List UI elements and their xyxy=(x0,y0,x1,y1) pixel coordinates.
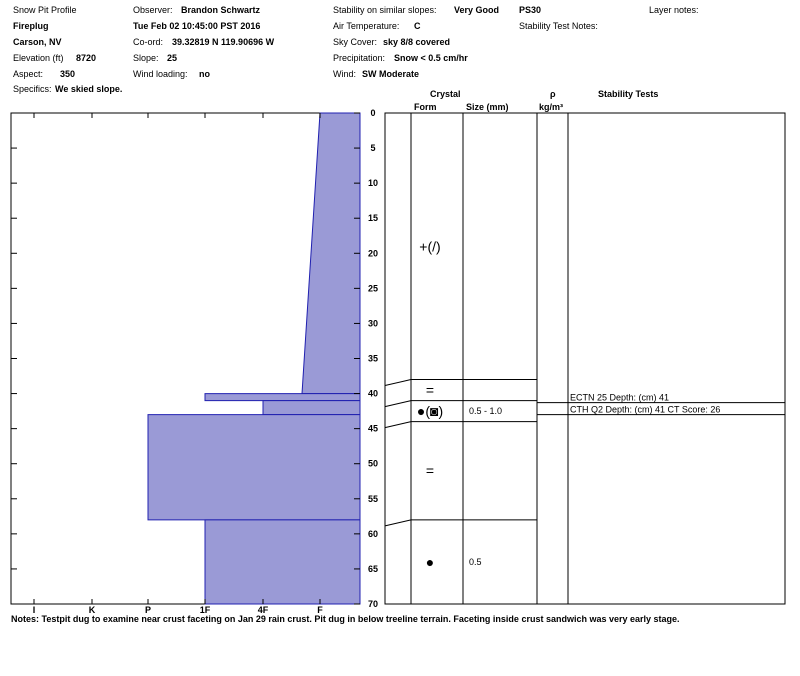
depth-tick-label: 15 xyxy=(367,213,379,224)
stability-tests-header: Stability Tests xyxy=(598,89,659,99)
slope-label: Slope: xyxy=(133,53,159,63)
layer-grain-form: +(/) xyxy=(419,238,441,255)
hardness-layer-1 xyxy=(205,394,360,401)
layer-boundary-connector xyxy=(385,520,411,526)
coord-label: Co-ord: xyxy=(133,37,164,47)
specifics-value: We skied slope. xyxy=(55,84,123,94)
layer-grain-form: ●(◙) xyxy=(416,403,444,420)
layer-grain-form: = xyxy=(425,462,435,479)
depth-tick-label: 35 xyxy=(367,353,379,364)
layer-boundary-connector xyxy=(385,380,411,386)
slope-value: 25 xyxy=(167,53,178,63)
title-label: Snow Pit Profile xyxy=(13,5,77,15)
hardness-layer-0 xyxy=(302,113,360,394)
layer-grain-form: = xyxy=(425,382,435,399)
pit-id: PS30 xyxy=(519,5,542,15)
depth-tick-label: 30 xyxy=(367,318,379,329)
size-header: Size (mm) xyxy=(466,102,509,112)
location-range: Carson, NV xyxy=(13,37,62,47)
hardness-layer-4 xyxy=(205,520,360,604)
date-value: Tue Feb 02 10:45:00 PST 2016 xyxy=(133,21,261,31)
wind-label: Wind: xyxy=(333,69,357,79)
sky-cover-label: Sky Cover: xyxy=(333,37,378,47)
layer-notes-label: Layer notes: xyxy=(649,5,699,15)
precip-label: Precipitation: xyxy=(333,53,386,63)
observer-value: Brandon Schwartz xyxy=(181,5,261,15)
depth-tick-label: 5 xyxy=(370,143,376,154)
specifics-label: Specifics: xyxy=(13,84,52,94)
rho-unit-header: kg/m³ xyxy=(539,102,564,112)
location-name: Fireplug xyxy=(13,21,49,31)
form-header: Form xyxy=(414,102,437,112)
depth-tick-label: 50 xyxy=(367,458,379,469)
depth-tick-label: 55 xyxy=(367,493,379,504)
layer-boundary-connector xyxy=(385,422,411,428)
depth-tick-label: 20 xyxy=(367,248,379,259)
hardness-tick-label: P xyxy=(144,605,152,615)
layer-grain-form: ● xyxy=(425,553,435,570)
elevation-value: 8720 xyxy=(76,53,97,63)
wind-value: SW Moderate xyxy=(362,69,420,79)
elevation-label: Elevation (ft) xyxy=(13,53,64,63)
hardness-tick-label: I xyxy=(32,605,36,615)
coord-value: 39.32819 N 119.90696 W xyxy=(172,37,275,47)
observer-label: Observer: xyxy=(133,5,173,15)
aspect-label: Aspect: xyxy=(13,69,44,79)
depth-tick-label: 10 xyxy=(367,178,379,189)
depth-tick-label: 45 xyxy=(367,423,379,434)
precip-value: Snow < 0.5 cm/hr xyxy=(394,53,468,63)
hardness-tick-label: F xyxy=(317,605,323,615)
air-temp-label: Air Temperature: xyxy=(333,21,400,31)
hardness-tick-label: 4F xyxy=(257,605,269,615)
notes-text: Notes: Testpit dug to examine near crust faceting on Jan 29 rain crust. Pit dug in below treeline terrain. Faceting inside crust sandwich was very early stage. xyxy=(11,614,680,624)
air-temp-value: C xyxy=(414,21,421,31)
hardness-layer-2 xyxy=(263,401,360,415)
hardness-tick-label: 1F xyxy=(199,605,211,615)
rho-header: ρ xyxy=(550,89,556,99)
depth-tick-label: 70 xyxy=(367,599,379,609)
stability-test-result: CTH Q2 Depth: (cm) 41 CT Score: 26 xyxy=(570,404,721,415)
hardness-layer-3 xyxy=(148,415,360,520)
layer-boundary-connector xyxy=(385,401,411,407)
depth-tick-label: 40 xyxy=(367,388,379,399)
wind-loading-label: Wind loading: xyxy=(133,69,188,79)
layer-grain-size: 0.5 xyxy=(469,556,482,567)
hardness-tick-label: K xyxy=(88,605,96,615)
layer-grain-size: 0.5 - 1.0 xyxy=(469,406,503,417)
layers-table-frame xyxy=(385,113,785,604)
depth-tick-label: 25 xyxy=(367,283,379,294)
stability-test-result: ECTN 25 Depth: (cm) 41 xyxy=(570,392,670,403)
stability-label: Stability on similar slopes: xyxy=(333,5,437,15)
depth-tick-label: 0 xyxy=(370,108,376,118)
crystal-header: Crystal xyxy=(430,89,461,99)
wind-loading-value: no xyxy=(199,69,210,79)
depth-tick-label: 60 xyxy=(367,528,379,539)
depth-tick-label: 65 xyxy=(367,563,379,574)
stability-test-notes-label: Stability Test Notes: xyxy=(519,21,598,31)
stability-value: Very Good xyxy=(454,5,500,15)
aspect-value: 350 xyxy=(60,69,76,79)
sky-cover-value: sky 8/8 covered xyxy=(383,37,451,47)
